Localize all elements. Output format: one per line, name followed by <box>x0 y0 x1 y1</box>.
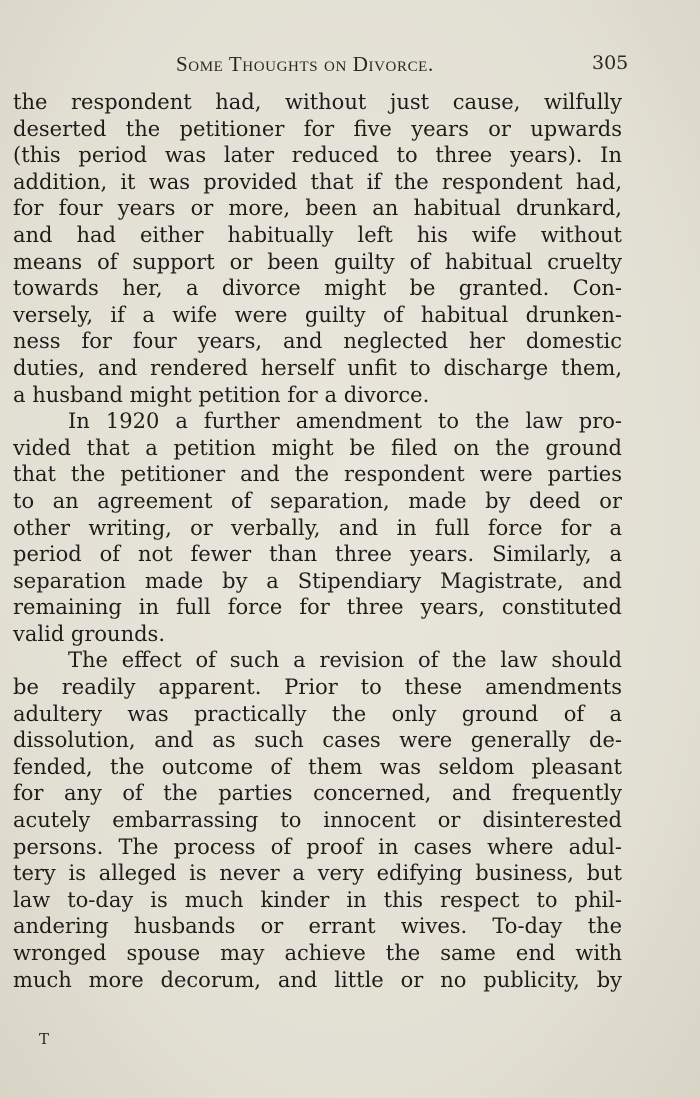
text-line: towards her, a divorce might be granted. Con- <box>13 276 622 301</box>
text-line: In 1920 a further amendment to the law pro- <box>68 409 622 434</box>
text-line: fended, the outcome of them was seldom pleasant <box>13 754 622 779</box>
text-line: dissolution, and as such cases were generally de- <box>13 728 622 753</box>
text-line: versely, if a wife were guilty of habitual drunken- <box>13 302 622 327</box>
text-line: law to-day is much kinder in this respect to phil- <box>13 887 622 912</box>
text-line: the respondent had, without just cause, wilfully <box>13 90 622 114</box>
text-line: valid grounds. <box>13 621 166 646</box>
text-line: a husband might petition for a divorce. <box>13 382 430 407</box>
running-title: Some Thoughts on Divorce. <box>176 52 434 76</box>
text-line: be readily apparent. Prior to these amendments <box>13 675 622 700</box>
signature-mark: T <box>39 1030 50 1048</box>
text-line: other writing, or verbally, and in full force for a <box>13 515 622 540</box>
text-line: that the petitioner and the respondent were parties <box>13 462 622 487</box>
text-line: for four years or more, been an habitual drunkard, <box>13 196 622 221</box>
text-line: for any of the parties concerned, and frequently <box>13 781 622 806</box>
text-line: persons. The process of proof in cases where adul- <box>13 834 622 859</box>
text-line: andering husbands or errant wives. To-day the <box>13 914 622 939</box>
text-line: wronged spouse may achieve the same end with <box>13 941 622 965</box>
running-header <box>0 52 700 80</box>
text-line: (this period was later reduced to three years). In <box>13 143 622 168</box>
text-line: duties, and rendered herself unfit to discharge them, <box>13 355 622 380</box>
text-line: acutely embarrassing to innocent or disinterested <box>13 808 622 833</box>
text-line: The effect of such a revision of the law should <box>68 648 622 673</box>
text-line: addition, it was provided that if the respondent had, <box>13 169 622 194</box>
text-line: vided that a petition might be filed on the ground <box>13 435 622 460</box>
text-line: much more decorum, and little or no publicity, by <box>13 967 622 992</box>
text-line: and had either habitually left his wife without <box>13 222 622 247</box>
text-line: deserted the petitioner for five years or upwards <box>13 116 622 141</box>
paragraph-2 <box>13 408 622 647</box>
body-text <box>13 89 622 993</box>
paragraph-3 <box>13 647 622 993</box>
text-line: means of support or been guilty of habitual cruelty <box>13 249 622 274</box>
text-line: period of not fewer than three years. Similarly, a <box>13 542 622 567</box>
text-line: remaining in full force for three years, constituted <box>13 595 622 620</box>
page-number: 305 <box>592 52 629 74</box>
paragraph-1 <box>13 89 622 408</box>
text-line: separation made by a Stipendiary Magistrate, and <box>13 568 622 593</box>
text-line: ness for four years, and neglected her domestic <box>13 329 622 354</box>
text-line: to an agreement of separation, made by deed or <box>13 488 622 513</box>
text-line: adultery was practically the only ground of a <box>13 701 622 726</box>
text-line: tery is alleged is never a very edifying business, but <box>13 861 622 886</box>
